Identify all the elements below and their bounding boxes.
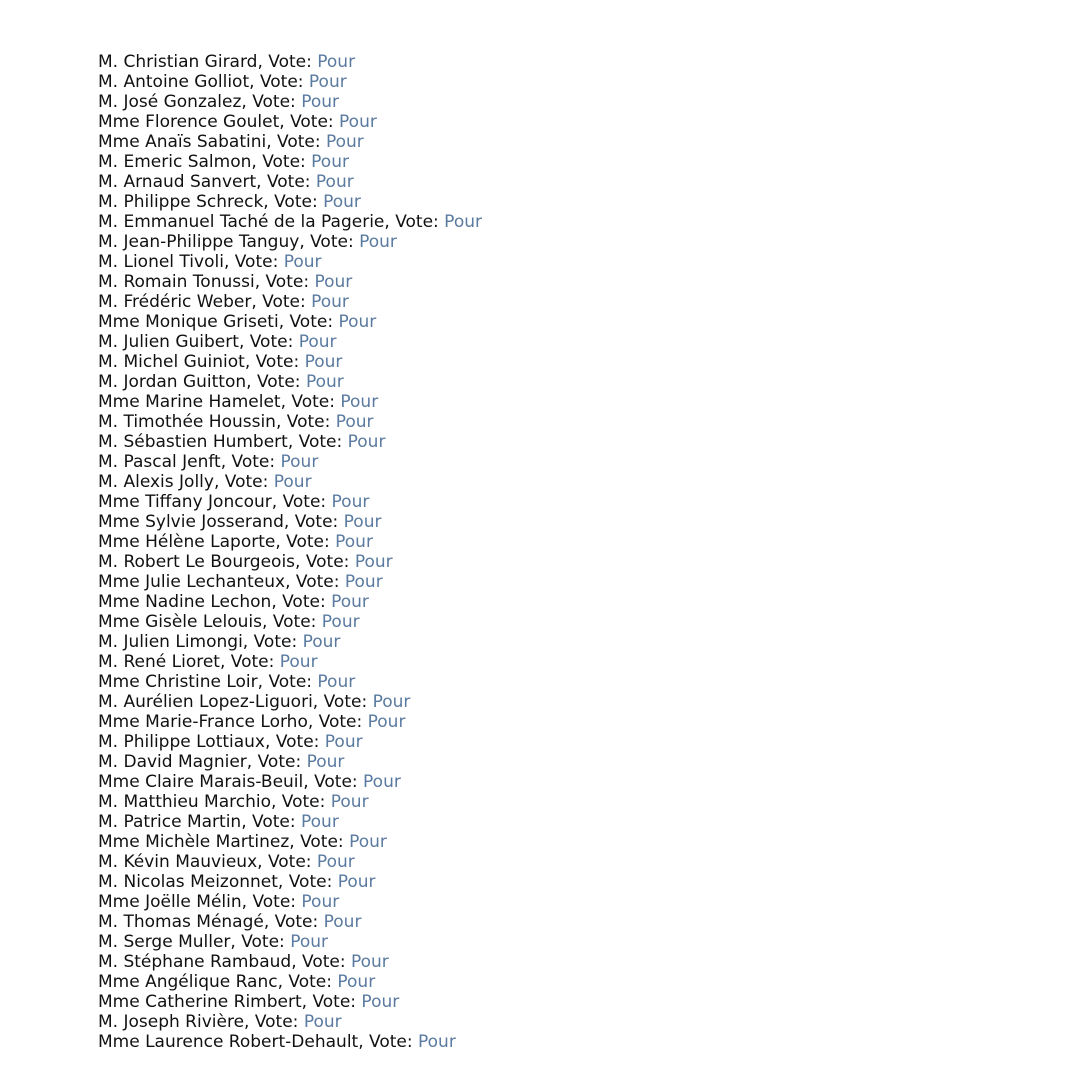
vote-entry: Mme Catherine Rimbert, Vote: Pour [98, 992, 400, 1012]
vote-entry: Mme Michèle Martinez, Vote: Pour [98, 832, 387, 852]
voter-name: M. Julien Limongi [98, 632, 243, 652]
vote-entry: Mme Sylvie Josserand, Vote: Pour [98, 512, 382, 532]
voter-name: Mme Marine Hamelet [98, 392, 281, 412]
vote-label: Vote: [224, 472, 269, 492]
vote-value: Pour [344, 572, 383, 592]
vote-label: Vote: [282, 492, 327, 512]
vote-entry: Mme Joëlle Mélin, Vote: Pour [98, 892, 340, 912]
vote-list [98, 52, 482, 1052]
vote-entry: M. Lionel Tivoli, Vote: Pour [98, 252, 322, 272]
vote-entry: M. Pascal Jenft, Vote: Pour [98, 452, 319, 472]
vote-entry: M. René Lioret, Vote: Pour [98, 652, 318, 672]
vote-entry: M. Philippe Lottiaux, Vote: Pour [98, 732, 363, 752]
vote-label: Vote: [230, 652, 275, 672]
vote-label: Vote: [305, 552, 350, 572]
vote-value: Pour [418, 1032, 456, 1052]
vote-label: Vote: [369, 1032, 413, 1052]
vote-label: Vote: [395, 212, 439, 232]
vote-entry: M. Alexis Jolly, Vote: Pour [98, 472, 312, 492]
vote-value: Pour [347, 432, 386, 452]
voter-name: Mme Nadine Lechon [98, 592, 272, 612]
vote-value: Pour [279, 652, 318, 672]
vote-value: Pour [283, 252, 322, 272]
vote-value: Pour [331, 592, 369, 612]
vote-entry: Mme Marie-France Lorho, Vote: Pour [98, 712, 406, 732]
vote-value: Pour [306, 752, 345, 772]
vote-value: Pour [304, 352, 343, 372]
vote-label: Vote: [275, 732, 320, 752]
vote-entry: Mme Nadine Lechon, Vote: Pour [98, 592, 369, 612]
voter-name: M. David Magnier [98, 752, 247, 772]
vote-label: Vote: [310, 232, 354, 252]
vote-value: Pour [301, 892, 340, 912]
voter-name: Mme Anaïs Sabatini [98, 132, 267, 152]
voter-name: M. Philippe Schreck [98, 192, 264, 212]
vote-label: Vote: [254, 1012, 299, 1032]
vote-value: Pour [324, 732, 363, 752]
vote-entry: M. Stéphane Rambaud, Vote: Pour [98, 952, 389, 972]
vote-value: Pour [303, 1012, 342, 1032]
vote-value: Pour [335, 412, 374, 432]
vote-value: Pour [367, 712, 406, 732]
voter-name: M. Jean-Philippe Tanguy [98, 232, 300, 252]
vote-label: Vote: [286, 412, 331, 432]
vote-entry: M. Emmanuel Taché de la Pagerie, Vote: Pour [98, 212, 482, 232]
vote-label: Vote: [288, 972, 332, 992]
vote-label: Vote: [262, 152, 306, 172]
vote-label: Vote: [289, 312, 334, 332]
voter-name: M. Serge Muller [98, 932, 231, 952]
vote-label: Vote: [277, 132, 321, 152]
vote-value: Pour [315, 172, 354, 192]
vote-entry: M. Kévin Mauvieux, Vote: Pour [98, 852, 355, 872]
voter-name: M. Joseph Rivière [98, 1012, 245, 1032]
vote-label: Vote: [295, 572, 340, 592]
vote-entry: M. Sébastien Humbert, Vote: Pour [98, 432, 386, 452]
vote-value: Pour [337, 872, 376, 892]
vote-entry: M. David Magnier, Vote: Pour [98, 752, 345, 772]
vote-entry: M. Emeric Salmon, Vote: Pour [98, 152, 349, 172]
vote-label: Vote: [314, 772, 358, 792]
voter-name: M. Philippe Lottiaux [98, 732, 265, 752]
vote-entry: M. Philippe Schreck, Vote: Pour [98, 192, 361, 212]
voter-name: M. Michel Guiniot [98, 352, 245, 372]
vote-label: Vote: [272, 612, 317, 632]
vote-label: Vote: [318, 712, 363, 732]
vote-label: Vote: [298, 432, 343, 452]
voter-name: Mme Sylvie Josserand [98, 512, 284, 532]
vote-entry: Mme Claire Marais-Beuil, Vote: Pour [98, 772, 401, 792]
vote-label: Vote: [290, 112, 334, 132]
voter-name: M. Matthieu Marchio [98, 792, 271, 812]
voter-name: M. Stéphane Rambaud [98, 952, 292, 972]
vote-label: Vote: [252, 892, 296, 912]
vote-label: Vote: [281, 792, 326, 812]
vote-label: Vote: [312, 992, 357, 1012]
voter-name: Mme Marie-France Lorho [98, 712, 308, 732]
vote-value: Pour [444, 212, 482, 232]
vote-label: Vote: [302, 952, 346, 972]
voter-name: Mme Monique Griseti [98, 312, 279, 332]
vote-value: Pour [339, 112, 377, 132]
vote-value: Pour [335, 532, 373, 552]
voter-name: M. Thomas Ménagé [98, 912, 264, 932]
vote-value: Pour [317, 672, 356, 692]
vote-value: Pour [372, 692, 411, 712]
vote-entry: M. Julien Guibert, Vote: Pour [98, 332, 337, 352]
vote-label: Vote: [241, 932, 285, 952]
vote-label: Vote: [257, 752, 302, 772]
vote-entry: M. José Gonzalez, Vote: Pour [98, 92, 339, 112]
vote-label: Vote: [256, 372, 301, 392]
vote-label: Vote: [259, 72, 304, 92]
voter-name: Mme Michèle Martinez [98, 832, 290, 852]
vote-entry: M. Jordan Guitton, Vote: Pour [98, 372, 344, 392]
voter-name: M. Antoine Golliot [98, 72, 250, 92]
vote-value: Pour [290, 932, 328, 952]
voter-name: Mme Catherine Rimbert [98, 992, 302, 1012]
vote-value: Pour [314, 272, 353, 292]
vote-label: Vote: [286, 532, 330, 552]
vote-label: Vote: [268, 52, 312, 72]
voter-name: Mme Laurence Robert-Dehault [98, 1032, 359, 1052]
vote-entry: M. Frédéric Weber, Vote: Pour [98, 292, 349, 312]
vote-label: Vote: [252, 812, 296, 832]
vote-label: Vote: [267, 852, 312, 872]
vote-entry: M. Patrice Martin, Vote: Pour [98, 812, 339, 832]
vote-label: Vote: [291, 392, 335, 412]
voter-name: Mme Christine Loir [98, 672, 258, 692]
voter-name: M. Jordan Guitton [98, 372, 247, 392]
vote-label: Vote: [253, 632, 298, 652]
vote-value: Pour [340, 392, 379, 412]
vote-entry: M. Arnaud Sanvert, Vote: Pour [98, 172, 354, 192]
voter-name: M. Emeric Salmon [98, 152, 252, 172]
voter-name: Mme Gisèle Lelouis [98, 612, 262, 632]
vote-value: Pour [331, 492, 370, 512]
vote-value: Pour [305, 372, 344, 392]
vote-value: Pour [354, 552, 393, 572]
vote-entry: Mme Laurence Robert-Dehault, Vote: Pour [98, 1032, 456, 1052]
vote-label: Vote: [265, 272, 310, 292]
vote-value: Pour [311, 152, 349, 172]
vote-entry: M. Romain Tonussi, Vote: Pour [98, 272, 353, 292]
voter-name: M. Lionel Tivoli [98, 252, 224, 272]
vote-value: Pour [350, 952, 389, 972]
voter-name: M. Aurélien Lopez-Liguori [98, 692, 313, 712]
vote-entry: M. Robert Le Bourgeois, Vote: Pour [98, 552, 393, 572]
vote-entry: M. Nicolas Meizonnet, Vote: Pour [98, 872, 376, 892]
voter-name: M. Frédéric Weber [98, 292, 252, 312]
vote-label: Vote: [231, 452, 276, 472]
vote-entry: Mme Tiffany Joncour, Vote: Pour [98, 492, 370, 512]
vote-label: Vote: [282, 592, 326, 612]
vote-value: Pour [338, 312, 377, 332]
vote-entry: M. Christian Girard, Vote: Pour [98, 52, 356, 72]
vote-value: Pour [298, 332, 337, 352]
vote-value: Pour [302, 632, 341, 652]
vote-value: Pour [317, 52, 356, 72]
voter-name: Mme Angélique Ranc [98, 972, 278, 992]
vote-entry: M. Thomas Ménagé, Vote: Pour [98, 912, 362, 932]
vote-entry: M. Jean-Philippe Tanguy, Vote: Pour [98, 232, 397, 252]
vote-value: Pour [311, 292, 349, 312]
vote-value: Pour [280, 452, 319, 472]
voter-name: M. Emmanuel Taché de la Pagerie [98, 212, 385, 232]
vote-value: Pour [323, 912, 362, 932]
vote-value: Pour [273, 472, 312, 492]
vote-value: Pour [308, 72, 347, 92]
vote-label: Vote: [252, 92, 296, 112]
vote-entry: Mme Florence Goulet, Vote: Pour [98, 112, 377, 132]
voter-name: M. José Gonzalez [98, 92, 242, 112]
voter-name: Mme Claire Marais-Beuil [98, 772, 304, 792]
voter-name: M. Sébastien Humbert [98, 432, 288, 452]
voter-name: Mme Julie Lechanteux [98, 572, 286, 592]
vote-label: Vote: [274, 912, 319, 932]
voter-name: M. Robert Le Bourgeois [98, 552, 296, 572]
vote-entry: M. Antoine Golliot, Vote: Pour [98, 72, 347, 92]
vote-entry: Mme Angélique Ranc, Vote: Pour [98, 972, 376, 992]
vote-value: Pour [330, 792, 369, 812]
voter-name: M. Timothée Houssin [98, 412, 276, 432]
vote-value: Pour [301, 92, 339, 112]
voter-name: M. Julien Guibert [98, 332, 239, 352]
vote-value: Pour [361, 992, 400, 1012]
vote-value: Pour [316, 852, 355, 872]
vote-label: Vote: [249, 332, 294, 352]
vote-label: Vote: [323, 692, 368, 712]
voter-name: M. Arnaud Sanvert [98, 172, 257, 192]
vote-label: Vote: [274, 192, 318, 212]
vote-entry: M. Matthieu Marchio, Vote: Pour [98, 792, 369, 812]
vote-value: Pour [323, 192, 361, 212]
vote-value: Pour [359, 232, 397, 252]
vote-value: Pour [301, 812, 339, 832]
vote-label: Vote: [255, 352, 300, 372]
voter-name: M. Romain Tonussi [98, 272, 255, 292]
vote-label: Vote: [288, 872, 333, 892]
voter-name: M. Kévin Mauvieux [98, 852, 258, 872]
voter-name: Mme Florence Goulet [98, 112, 280, 132]
vote-entry: M. Julien Limongi, Vote: Pour [98, 632, 341, 652]
vote-label: Vote: [300, 832, 344, 852]
vote-value: Pour [363, 772, 401, 792]
vote-entry: Mme Christine Loir, Vote: Pour [98, 672, 356, 692]
vote-entry: Mme Anaïs Sabatini, Vote: Pour [98, 132, 364, 152]
vote-label: Vote: [266, 172, 311, 192]
voter-name: Mme Tiffany Joncour [98, 492, 272, 512]
vote-entry: M. Timothée Houssin, Vote: Pour [98, 412, 374, 432]
vote-entry: Mme Marine Hamelet, Vote: Pour [98, 392, 379, 412]
voter-name: M. Pascal Jenft [98, 452, 221, 472]
vote-label: Vote: [294, 512, 339, 532]
vote-entry: Mme Hélène Laporte, Vote: Pour [98, 532, 373, 552]
voter-name: Mme Joëlle Mélin [98, 892, 242, 912]
voter-name: M. Christian Girard [98, 52, 258, 72]
voter-name: M. Alexis Jolly [98, 472, 214, 492]
voter-name: M. René Lioret [98, 652, 220, 672]
voter-name: M. Nicolas Meizonnet [98, 872, 278, 892]
vote-value: Pour [337, 972, 376, 992]
vote-value: Pour [321, 612, 360, 632]
vote-value: Pour [325, 132, 364, 152]
vote-entry: Mme Monique Griseti, Vote: Pour [98, 312, 377, 332]
vote-label: Vote: [234, 252, 279, 272]
vote-entry: M. Joseph Rivière, Vote: Pour [98, 1012, 342, 1032]
vote-label: Vote: [262, 292, 306, 312]
voter-name: Mme Hélène Laporte [98, 532, 276, 552]
vote-entry: M. Serge Muller, Vote: Pour [98, 932, 328, 952]
vote-entry: M. Aurélien Lopez-Liguori, Vote: Pour [98, 692, 411, 712]
vote-entry: M. Michel Guiniot, Vote: Pour [98, 352, 343, 372]
vote-entry: Mme Gisèle Lelouis, Vote: Pour [98, 612, 360, 632]
vote-entry: Mme Julie Lechanteux, Vote: Pour [98, 572, 383, 592]
voter-name: M. Patrice Martin [98, 812, 242, 832]
vote-value: Pour [343, 512, 382, 532]
vote-value: Pour [349, 832, 387, 852]
vote-label: Vote: [268, 672, 312, 692]
